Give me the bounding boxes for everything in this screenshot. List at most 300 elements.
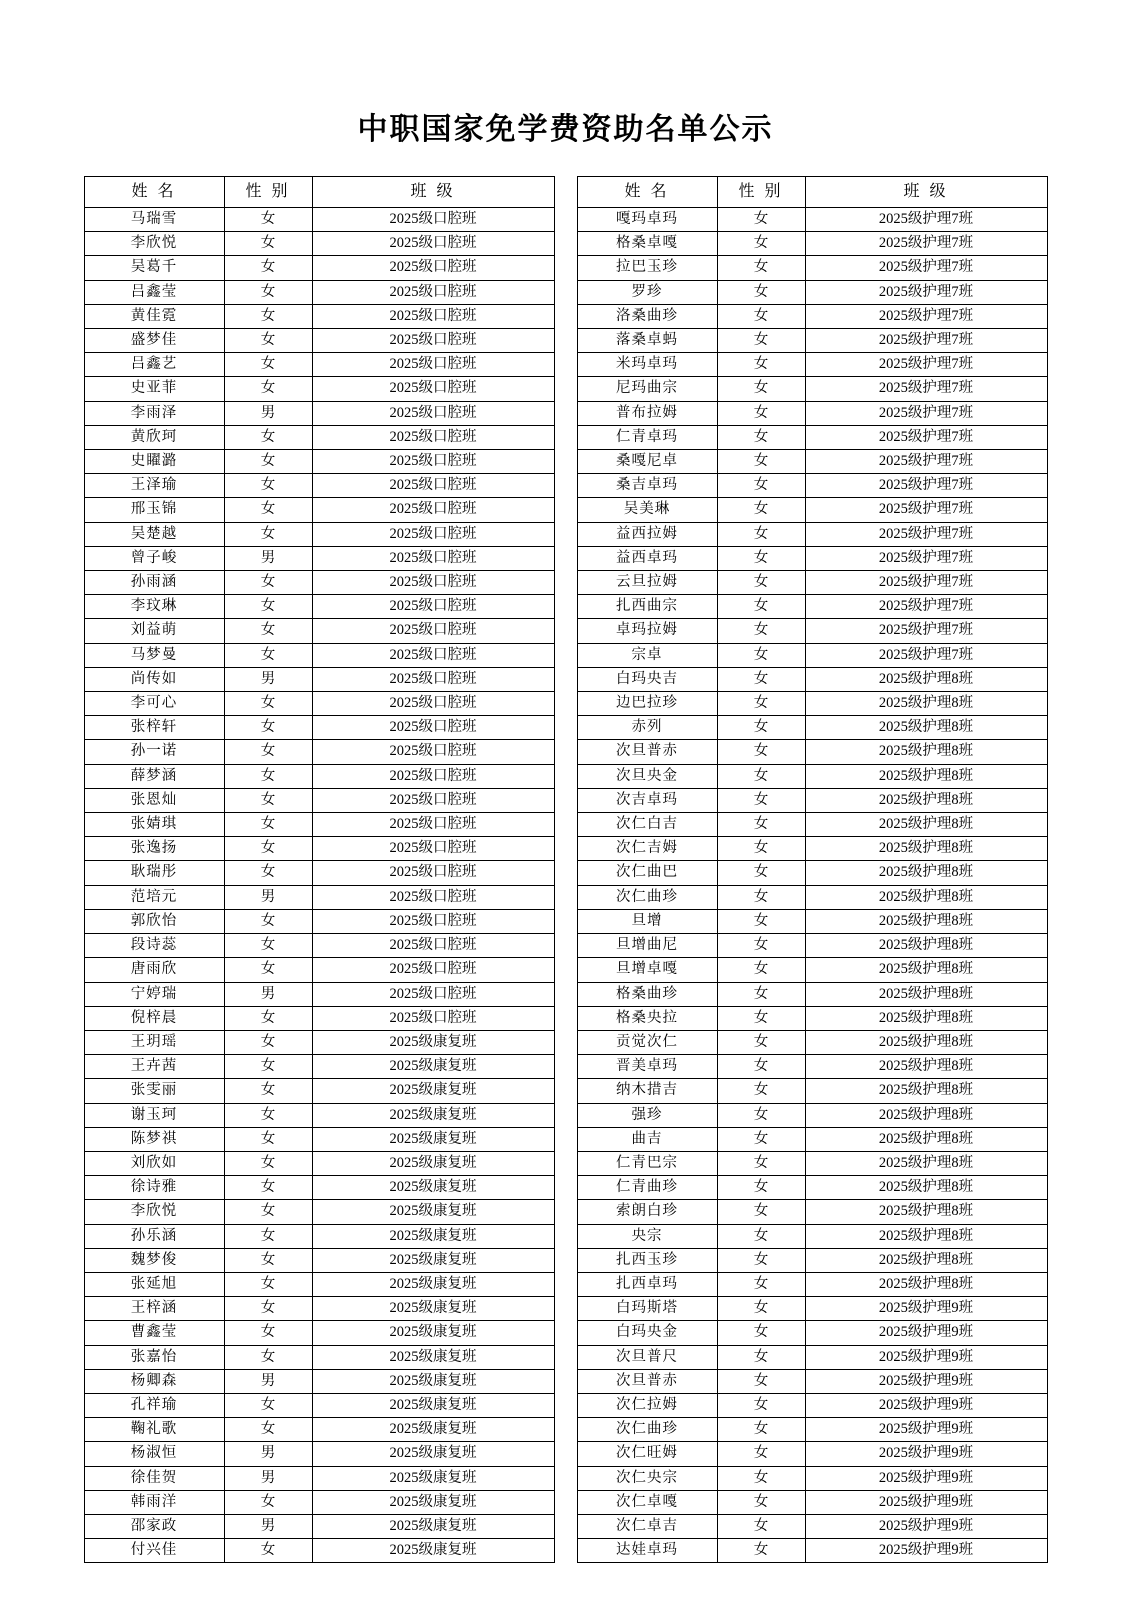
cell-name: 李玟琳 [84, 595, 224, 619]
cell-sex: 女 [224, 1200, 312, 1224]
cell-name: 仁青巴宗 [577, 1151, 717, 1175]
table-row [577, 692, 1047, 716]
cell-class: 2025级护理8班 [805, 764, 1047, 788]
cell-name: 付兴佳 [84, 1539, 224, 1563]
cell-sex: 女 [717, 1055, 805, 1079]
cell-name: 落桑卓蚂 [577, 329, 717, 353]
cell-sex: 女 [717, 1321, 805, 1345]
cell-sex: 女 [224, 837, 312, 861]
table-row [84, 208, 554, 232]
table-row [577, 401, 1047, 425]
cell-name: 次旦普赤 [577, 1369, 717, 1393]
cell-class: 2025级护理8班 [805, 861, 1047, 885]
cell-class: 2025级护理9班 [805, 1466, 1047, 1490]
cell-sex: 女 [224, 1030, 312, 1054]
table-row [577, 425, 1047, 449]
cell-class: 2025级口腔班 [312, 208, 554, 232]
cell-name: 次仁卓吉 [577, 1514, 717, 1538]
cell-sex: 女 [224, 1321, 312, 1345]
table-row [577, 1539, 1047, 1563]
cell-class: 2025级康复班 [312, 1055, 554, 1079]
cell-name: 桑嘎尼卓 [577, 450, 717, 474]
cell-sex: 男 [224, 1514, 312, 1538]
cell-name: 王玥瑶 [84, 1030, 224, 1054]
cell-name: 桑吉卓玛 [577, 474, 717, 498]
cell-sex: 女 [224, 813, 312, 837]
cell-sex: 女 [717, 522, 805, 546]
cell-class: 2025级康复班 [312, 1272, 554, 1296]
cell-name: 黄欣珂 [84, 425, 224, 449]
table-row [577, 571, 1047, 595]
cell-name: 强珍 [577, 1103, 717, 1127]
cell-name: 益西卓玛 [577, 546, 717, 570]
cell-class: 2025级护理8班 [805, 667, 1047, 691]
table-row [84, 1393, 554, 1417]
cell-sex: 女 [717, 1442, 805, 1466]
cell-sex: 女 [717, 837, 805, 861]
cell-name: 曲吉 [577, 1127, 717, 1151]
table-row [577, 1272, 1047, 1296]
cell-class: 2025级护理8班 [805, 1006, 1047, 1030]
cell-class: 2025级口腔班 [312, 958, 554, 982]
table-row [84, 280, 554, 304]
cell-class: 2025级口腔班 [312, 643, 554, 667]
cell-class: 2025级康复班 [312, 1321, 554, 1345]
cell-name: 马瑞雪 [84, 208, 224, 232]
table-row [577, 329, 1047, 353]
cell-class: 2025级护理8班 [805, 934, 1047, 958]
cell-name: 尼玛曲宗 [577, 377, 717, 401]
cell-class: 2025级口腔班 [312, 1006, 554, 1030]
table-row [577, 813, 1047, 837]
table-row [84, 474, 554, 498]
table-row [84, 1079, 554, 1103]
cell-sex: 女 [224, 425, 312, 449]
cell-sex: 女 [224, 1393, 312, 1417]
table-row [84, 1490, 554, 1514]
cell-sex: 女 [717, 571, 805, 595]
cell-class: 2025级口腔班 [312, 232, 554, 256]
cell-class: 2025级康复班 [312, 1176, 554, 1200]
table-row [577, 498, 1047, 522]
cell-sex: 女 [717, 304, 805, 328]
cell-name: 李雨泽 [84, 401, 224, 425]
table-row [84, 1418, 554, 1442]
table-row [84, 1200, 554, 1224]
cell-name: 张婧琪 [84, 813, 224, 837]
table-row [84, 522, 554, 546]
cell-class: 2025级护理8班 [805, 837, 1047, 861]
cell-class: 2025级护理9班 [805, 1490, 1047, 1514]
cell-name: 徐佳贺 [84, 1466, 224, 1490]
cell-sex: 男 [224, 1369, 312, 1393]
cell-sex: 女 [717, 1030, 805, 1054]
table-row [577, 474, 1047, 498]
cell-class: 2025级护理7班 [805, 619, 1047, 643]
table-row [577, 1151, 1047, 1175]
cell-class: 2025级康复班 [312, 1224, 554, 1248]
cell-sex: 女 [224, 1539, 312, 1563]
table-row [84, 571, 554, 595]
cell-sex: 女 [224, 256, 312, 280]
table-row [84, 377, 554, 401]
table-row [577, 546, 1047, 570]
cell-name: 次仁曲珍 [577, 885, 717, 909]
cell-class: 2025级护理8班 [805, 1248, 1047, 1272]
cell-class: 2025级护理9班 [805, 1393, 1047, 1417]
cell-name: 李欣悦 [84, 1200, 224, 1224]
cell-class: 2025级护理8班 [805, 1127, 1047, 1151]
cell-class: 2025级护理8班 [805, 1176, 1047, 1200]
table-row [84, 1442, 554, 1466]
cell-name: 徐诗雅 [84, 1176, 224, 1200]
cell-sex: 女 [717, 934, 805, 958]
table-row [577, 837, 1047, 861]
cell-name: 刘欣如 [84, 1151, 224, 1175]
cell-class: 2025级口腔班 [312, 377, 554, 401]
cell-sex: 女 [717, 1127, 805, 1151]
cell-class: 2025级护理8班 [805, 1272, 1047, 1296]
cell-name: 张嘉怡 [84, 1345, 224, 1369]
cell-class: 2025级康复班 [312, 1151, 554, 1175]
table-row [577, 1103, 1047, 1127]
cell-name: 吴葛千 [84, 256, 224, 280]
cell-sex: 女 [224, 643, 312, 667]
cell-class: 2025级口腔班 [312, 546, 554, 570]
cell-name: 白玛央金 [577, 1321, 717, 1345]
table-row [84, 909, 554, 933]
cell-name: 薛梦涵 [84, 764, 224, 788]
cell-sex: 女 [224, 377, 312, 401]
cell-class: 2025级护理7班 [805, 256, 1047, 280]
cell-sex: 男 [224, 982, 312, 1006]
cell-name: 达娃卓玛 [577, 1539, 717, 1563]
cell-sex: 女 [224, 1103, 312, 1127]
cell-name: 张逸扬 [84, 837, 224, 861]
cell-name: 次仁白吉 [577, 813, 717, 837]
cell-name: 黄佳霓 [84, 304, 224, 328]
cell-class: 2025级康复班 [312, 1297, 554, 1321]
table-row [84, 619, 554, 643]
cell-name: 赤列 [577, 716, 717, 740]
table-row [577, 256, 1047, 280]
cell-class: 2025级护理9班 [805, 1345, 1047, 1369]
table-row [577, 522, 1047, 546]
cell-class: 2025级康复班 [312, 1079, 554, 1103]
cell-name: 史亚菲 [84, 377, 224, 401]
cell-name: 白玛斯塔 [577, 1297, 717, 1321]
table-row [577, 1127, 1047, 1151]
cell-sex: 女 [224, 740, 312, 764]
roster-table-left [84, 176, 555, 1563]
cell-sex: 男 [224, 1442, 312, 1466]
cell-name: 邵家政 [84, 1514, 224, 1538]
cell-name: 次吉卓玛 [577, 788, 717, 812]
cell-class: 2025级护理8班 [805, 813, 1047, 837]
cell-name: 曾子峻 [84, 546, 224, 570]
table-row [577, 764, 1047, 788]
cell-class: 2025级康复班 [312, 1103, 554, 1127]
cell-class: 2025级护理8班 [805, 788, 1047, 812]
cell-class: 2025级护理7班 [805, 450, 1047, 474]
cell-sex: 女 [717, 1393, 805, 1417]
cell-name: 嘎玛卓玛 [577, 208, 717, 232]
cell-class: 2025级护理9班 [805, 1418, 1047, 1442]
cell-sex: 女 [717, 546, 805, 570]
table-row [84, 425, 554, 449]
table-row [577, 450, 1047, 474]
cell-name: 晋美卓玛 [577, 1055, 717, 1079]
table-row [577, 1321, 1047, 1345]
cell-sex: 女 [224, 280, 312, 304]
cell-name: 次旦普尺 [577, 1345, 717, 1369]
cell-name: 史矅潞 [84, 450, 224, 474]
cell-class: 2025级康复班 [312, 1514, 554, 1538]
cell-name: 扎西玉珍 [577, 1248, 717, 1272]
cell-sex: 女 [224, 909, 312, 933]
table-row [84, 1514, 554, 1538]
table-row [84, 1345, 554, 1369]
cell-class: 2025级口腔班 [312, 813, 554, 837]
cell-sex: 女 [224, 1297, 312, 1321]
table-row [577, 1200, 1047, 1224]
cell-sex: 女 [717, 1466, 805, 1490]
cell-class: 2025级护理8班 [805, 982, 1047, 1006]
cell-sex: 女 [717, 692, 805, 716]
cell-sex: 女 [224, 353, 312, 377]
cell-sex: 女 [717, 208, 805, 232]
cell-name: 韩雨洋 [84, 1490, 224, 1514]
cell-class: 2025级口腔班 [312, 425, 554, 449]
table-header-row [577, 177, 1047, 208]
cell-class: 2025级口腔班 [312, 304, 554, 328]
table-row [84, 450, 554, 474]
cell-class: 2025级口腔班 [312, 885, 554, 909]
cell-class: 2025级口腔班 [312, 788, 554, 812]
table-row [84, 546, 554, 570]
cell-sex: 女 [717, 619, 805, 643]
table-row [84, 885, 554, 909]
table-row [84, 1224, 554, 1248]
cell-sex: 男 [224, 885, 312, 909]
cell-sex: 女 [717, 1514, 805, 1538]
table-row [84, 1272, 554, 1296]
table-row [577, 1055, 1047, 1079]
cell-class: 2025级护理7班 [805, 232, 1047, 256]
cell-sex: 女 [224, 1272, 312, 1296]
cell-class: 2025级护理7班 [805, 401, 1047, 425]
cell-name: 魏梦俊 [84, 1248, 224, 1272]
table-row [577, 716, 1047, 740]
cell-class: 2025级口腔班 [312, 716, 554, 740]
table-row [84, 1151, 554, 1175]
table-row [577, 740, 1047, 764]
table-row [577, 1030, 1047, 1054]
cell-name: 仁青卓玛 [577, 425, 717, 449]
cell-class: 2025级护理7班 [805, 329, 1047, 353]
cell-name: 格桑曲珍 [577, 982, 717, 1006]
cell-sex: 女 [717, 788, 805, 812]
cell-sex: 女 [717, 1490, 805, 1514]
cell-name: 尚传如 [84, 667, 224, 691]
cell-name: 旦增卓嘎 [577, 958, 717, 982]
cell-sex: 女 [224, 934, 312, 958]
cell-class: 2025级口腔班 [312, 256, 554, 280]
cell-class: 2025级口腔班 [312, 280, 554, 304]
table-row [577, 1369, 1047, 1393]
cell-class: 2025级康复班 [312, 1418, 554, 1442]
cell-sex: 女 [717, 1418, 805, 1442]
table-row [84, 498, 554, 522]
table-row [577, 595, 1047, 619]
cell-name: 旦增 [577, 909, 717, 933]
cell-sex: 女 [717, 329, 805, 353]
table-row [577, 1514, 1047, 1538]
cell-name: 吕鑫莹 [84, 280, 224, 304]
table-row [577, 1248, 1047, 1272]
cell-name: 次仁拉姆 [577, 1393, 717, 1417]
cell-name: 格桑卓嘎 [577, 232, 717, 256]
cell-name: 李可心 [84, 692, 224, 716]
cell-sex: 女 [224, 498, 312, 522]
roster-tables [0, 176, 1131, 1563]
cell-sex: 女 [224, 595, 312, 619]
cell-sex: 女 [224, 619, 312, 643]
table-row [577, 1418, 1047, 1442]
cell-sex: 女 [717, 401, 805, 425]
table-row [577, 1297, 1047, 1321]
column-header-name: 姓 名 [84, 177, 224, 208]
column-header-class: 班 级 [312, 177, 554, 208]
table-row [577, 304, 1047, 328]
cell-name: 刘益萌 [84, 619, 224, 643]
table-row [577, 958, 1047, 982]
cell-sex: 男 [224, 546, 312, 570]
cell-sex: 女 [717, 1297, 805, 1321]
cell-class: 2025级康复班 [312, 1442, 554, 1466]
table-row [84, 861, 554, 885]
table-row [84, 667, 554, 691]
table-row [84, 329, 554, 353]
cell-sex: 女 [717, 1176, 805, 1200]
cell-name: 卓玛拉姆 [577, 619, 717, 643]
table-row [84, 1539, 554, 1563]
cell-name: 纳木措吉 [577, 1079, 717, 1103]
cell-sex: 女 [224, 1345, 312, 1369]
cell-sex: 男 [224, 667, 312, 691]
cell-sex: 女 [224, 1490, 312, 1514]
cell-sex: 女 [717, 1272, 805, 1296]
table-row [84, 353, 554, 377]
cell-sex: 女 [717, 1151, 805, 1175]
cell-sex: 女 [717, 450, 805, 474]
cell-sex: 女 [224, 764, 312, 788]
cell-name: 孙雨涵 [84, 571, 224, 595]
cell-name: 次旦普赤 [577, 740, 717, 764]
cell-name: 次仁曲巴 [577, 861, 717, 885]
cell-class: 2025级康复班 [312, 1539, 554, 1563]
cell-class: 2025级口腔班 [312, 909, 554, 933]
cell-sex: 女 [717, 1079, 805, 1103]
cell-name: 吴美琳 [577, 498, 717, 522]
cell-class: 2025级护理8班 [805, 1151, 1047, 1175]
cell-class: 2025级护理7班 [805, 280, 1047, 304]
cell-class: 2025级康复班 [312, 1345, 554, 1369]
cell-name: 张雯丽 [84, 1079, 224, 1103]
cell-name: 张延旭 [84, 1272, 224, 1296]
cell-sex: 女 [717, 256, 805, 280]
cell-sex: 女 [717, 232, 805, 256]
cell-class: 2025级口腔班 [312, 764, 554, 788]
cell-sex: 女 [717, 885, 805, 909]
cell-class: 2025级护理8班 [805, 1055, 1047, 1079]
cell-sex: 女 [224, 571, 312, 595]
cell-class: 2025级康复班 [312, 1490, 554, 1514]
cell-name: 范培元 [84, 885, 224, 909]
table-row [84, 813, 554, 837]
table-row [84, 740, 554, 764]
cell-sex: 女 [224, 716, 312, 740]
cell-class: 2025级护理8班 [805, 885, 1047, 909]
table-row [577, 377, 1047, 401]
cell-sex: 女 [717, 643, 805, 667]
cell-name: 盛梦佳 [84, 329, 224, 353]
table-row [84, 1369, 554, 1393]
table-row [84, 716, 554, 740]
table-row [577, 1490, 1047, 1514]
cell-name: 马梦曼 [84, 643, 224, 667]
table-row [577, 643, 1047, 667]
cell-sex: 女 [717, 1248, 805, 1272]
cell-name: 郭欣怡 [84, 909, 224, 933]
cell-name: 次仁央宗 [577, 1466, 717, 1490]
cell-sex: 女 [717, 595, 805, 619]
cell-name: 次仁吉姆 [577, 837, 717, 861]
table-row [577, 1345, 1047, 1369]
table-row [84, 1030, 554, 1054]
cell-name: 宁婷瑞 [84, 982, 224, 1006]
cell-sex: 女 [224, 304, 312, 328]
cell-class: 2025级护理9班 [805, 1297, 1047, 1321]
column-header-sex: 性 别 [717, 177, 805, 208]
cell-name: 格桑央拉 [577, 1006, 717, 1030]
cell-name: 陈梦祺 [84, 1127, 224, 1151]
cell-name: 张梓轩 [84, 716, 224, 740]
cell-sex: 女 [224, 208, 312, 232]
cell-class: 2025级口腔班 [312, 401, 554, 425]
cell-class: 2025级护理9班 [805, 1514, 1047, 1538]
cell-sex: 女 [717, 1539, 805, 1563]
table-row [84, 1297, 554, 1321]
cell-name: 曹鑫莹 [84, 1321, 224, 1345]
cell-name: 次旦央金 [577, 764, 717, 788]
cell-name: 杨卿森 [84, 1369, 224, 1393]
cell-class: 2025级口腔班 [312, 934, 554, 958]
cell-name: 张恩灿 [84, 788, 224, 812]
cell-sex: 女 [224, 1055, 312, 1079]
cell-name: 贡觉次仁 [577, 1030, 717, 1054]
table-row [577, 1006, 1047, 1030]
table-row [577, 208, 1047, 232]
table-row [577, 885, 1047, 909]
table-row [84, 595, 554, 619]
column-header-class: 班 级 [805, 177, 1047, 208]
cell-sex: 女 [224, 232, 312, 256]
cell-class: 2025级护理8班 [805, 1079, 1047, 1103]
cell-class: 2025级康复班 [312, 1127, 554, 1151]
cell-name: 云旦拉姆 [577, 571, 717, 595]
roster-table-right [577, 176, 1048, 1563]
